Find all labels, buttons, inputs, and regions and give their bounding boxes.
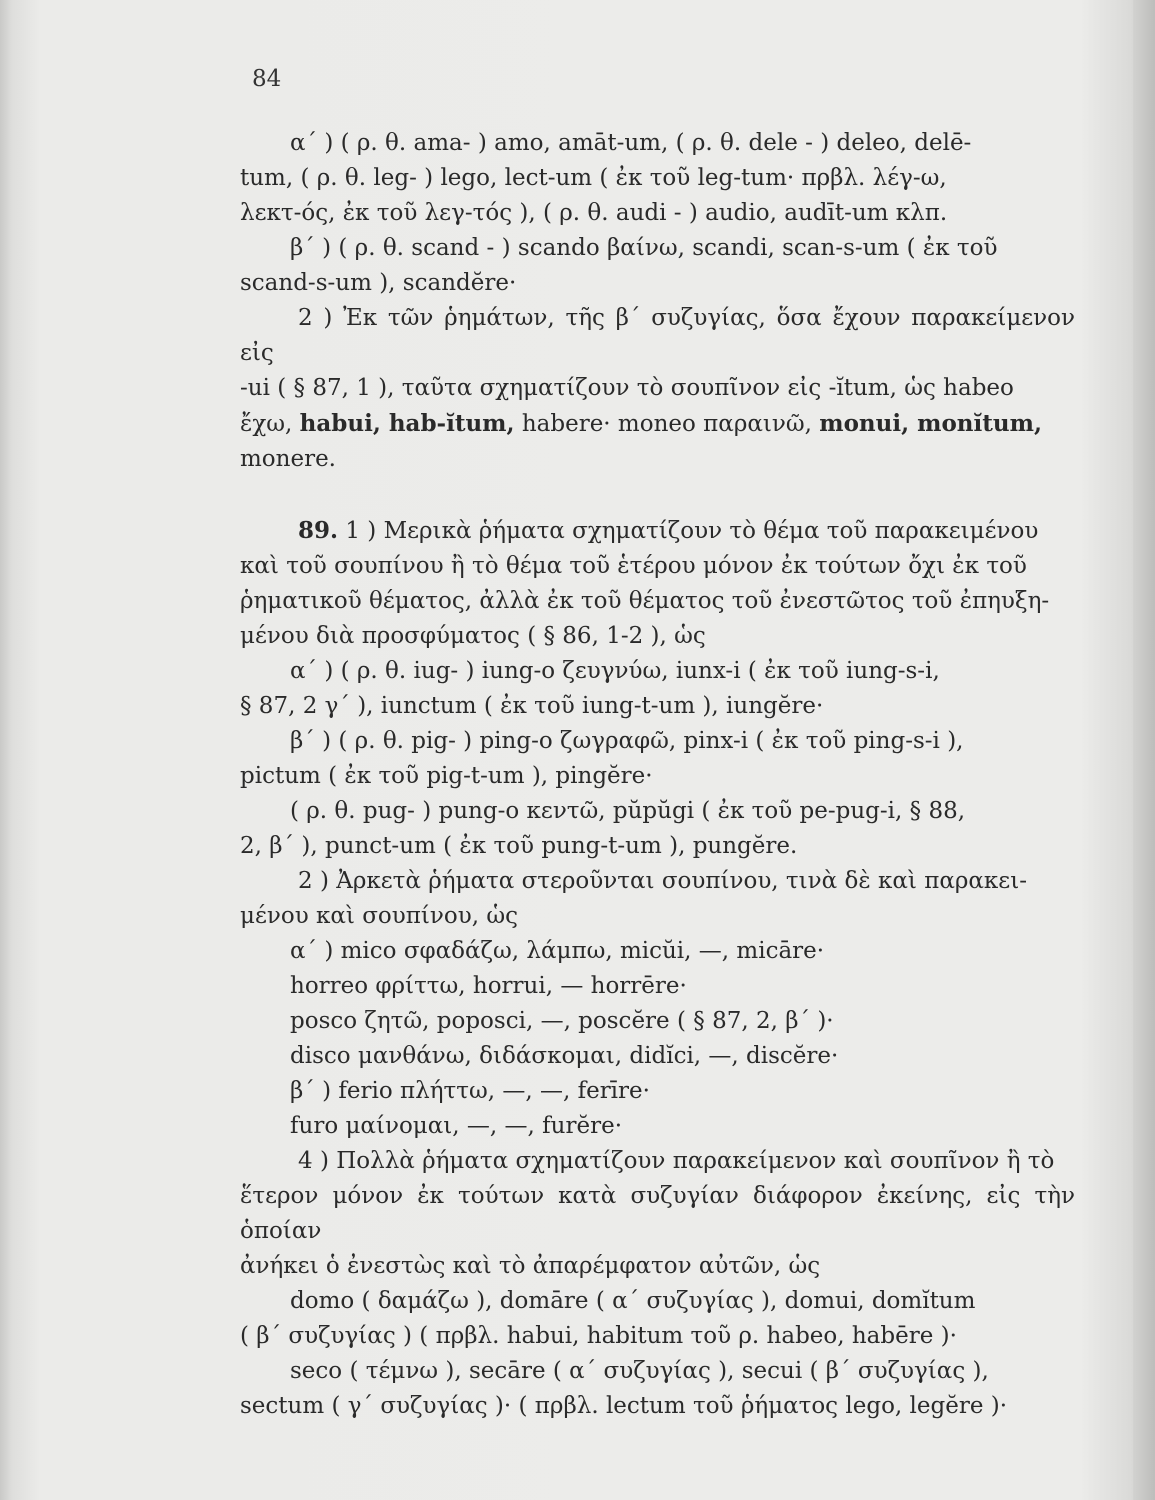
page-gutter (1133, 0, 1155, 1500)
text-line: α΄ ) ( ρ. θ. ama- ) amo, amāt-um, ( ρ. θ. dele - ) deleo, delē- (290, 130, 972, 156)
text-line: seco ( τέμνω ), secāre ( α΄ συζυγίας ), secui ( β΄ συζυγίας ), (290, 1358, 989, 1384)
text-line: β΄ ) ( ρ. θ. scand - ) scando βαίνω, scandi, scan-s-um ( ἐκ τοῦ (290, 235, 998, 261)
text-line: μένου καὶ σουπίνου, ὡς (240, 903, 518, 929)
text-fragment: Μερικὰ ῥήματα σχηματίζουν τὸ θέμα τοῦ παρακειμένου (383, 518, 1039, 544)
bold-form: monui, monĭtum, (819, 410, 1042, 437)
text-line: sectum ( γ΄ συζυγίας )· ( πρβλ. lectum τοῦ ῥήματος lego, legĕre )· (240, 1393, 1008, 1419)
text-line: ἀνήκει ὁ ἐνεστὼς καὶ τὸ ἀπαρέμφατον αὐτῶν, ὡς (240, 1253, 821, 1279)
text-line: § 87, 2 γ΄ ), iunctum ( ἐκ τοῦ iung-t-um ), iungĕre· (240, 693, 824, 719)
text-line: ἕτερον μόνον ἐκ τούτων κατὰ συζυγίαν διάφορον ἐκείνης, εἰς τὴν ὁποίαν (240, 1183, 1075, 1244)
text-line: pictum ( ἐκ τοῦ pig-t-um ), pingĕre· (240, 763, 653, 789)
page-number: 84 (252, 66, 282, 92)
bold-form: habui, hab-ĭtum, (299, 410, 515, 437)
text-line: disco μανθάνω, διδάσκομαι, didĭci, —, discĕre· (290, 1043, 839, 1069)
text-fragment: habere· moneo παραινῶ, (514, 411, 820, 437)
text-line: ( ρ. θ. pug- ) pung-o κεντῶ, pŭpŭgi ( ἐκ τοῦ pe-pug-i, § 88, (290, 798, 966, 824)
text-line: β΄ ) ferio πλήττω, —, —, ferīre· (290, 1078, 650, 1104)
text-line: μένου διὰ προσφύματος ( § 86, 1-2 ), ὡς (240, 623, 706, 649)
text-line: ( β΄ συζυγίας ) ( πρβλ. habui, habitum τοῦ ρ. habeo, habēre )· (240, 1323, 957, 1349)
text-line: 2 ) Ἀρκετὰ ῥήματα στεροῦνται σουπίνου, τινὰ δὲ καὶ παρακει- (298, 868, 1028, 894)
text-line: 4 ) Πολλὰ ῥήματα σχηματίζουν παρακείμενον καὶ σουπῖνον ἢ τὸ (298, 1148, 1055, 1174)
text-line: scand-s-um ), scandĕre· (240, 270, 517, 296)
text-line: monere. (240, 446, 336, 472)
text-line: furo μαίνομαι, —, —, furĕre· (290, 1113, 623, 1139)
text-line: domo ( δαμάζω ), domāre ( α΄ συζυγίας ), domui, domĭtum (290, 1288, 976, 1314)
section-number: 89. (298, 517, 339, 544)
text-line: tum, ( ρ. θ. leg- ) lego, lect-um ( ἐκ τοῦ leg-tum· πρβλ. λέγ-ω, (240, 165, 947, 191)
page-body (240, 126, 1075, 1424)
section-gap (240, 477, 1075, 513)
text-line: posco ζητῶ, poposci, —, poscĕre ( § 87, 2, β΄ )· (290, 1008, 834, 1034)
text-line: λεκτ-ός, ἐκ τοῦ λεγ-τός ), ( ρ. θ. audi - ) audio, audīt-um κλπ. (240, 200, 948, 226)
text-line: 2, β΄ ), punct-um ( ἐκ τοῦ pung-t-um ), pungĕre. (240, 833, 798, 859)
text-line: horreo φρίττω, horrui, — horrēre· (290, 973, 687, 999)
text-line: καὶ τοῦ σουπίνου ἢ τὸ θέμα τοῦ ἑτέρου μόνον ἐκ τούτων ὄχι ἐκ τοῦ (240, 553, 1027, 579)
text-fragment: ἔχω, (240, 411, 300, 437)
section-heading-line (240, 513, 1075, 549)
text-line: β΄ ) ( ρ. θ. pig- ) ping-o ζωγραφῶ, pinx-i ( ἐκ τοῦ ping-s-i ), (290, 728, 964, 754)
text-line: α΄ ) ( ρ. θ. iug- ) iung-o ζευγνύω, iunx-i ( ἐκ τοῦ iung-s-i, (290, 658, 940, 684)
text-line: ῥηματικοῦ θέματος, ἀλλὰ ἐκ τοῦ θέματος τοῦ ἐνεστῶτος τοῦ ἐπηυξη- (240, 588, 1050, 614)
text-line: α΄ ) mico σφαδάζω, λάμπω, micŭi, —, micāre· (290, 938, 825, 964)
text-line-bold-forms (240, 406, 1075, 442)
text-line: -ui ( § 87, 1 ), ταῦτα σχηματίζουν τὸ σουπῖνον εἰς -ĭtum, ὡς habeo (240, 375, 1014, 401)
subsection-number: 1 ) (345, 518, 377, 544)
text-line: 2 ) Ἐκ τῶν ῥημάτων, τῆς β΄ συζυγίας, ὅσα ἔχουν παρακείμενον εἰς (240, 305, 1075, 366)
